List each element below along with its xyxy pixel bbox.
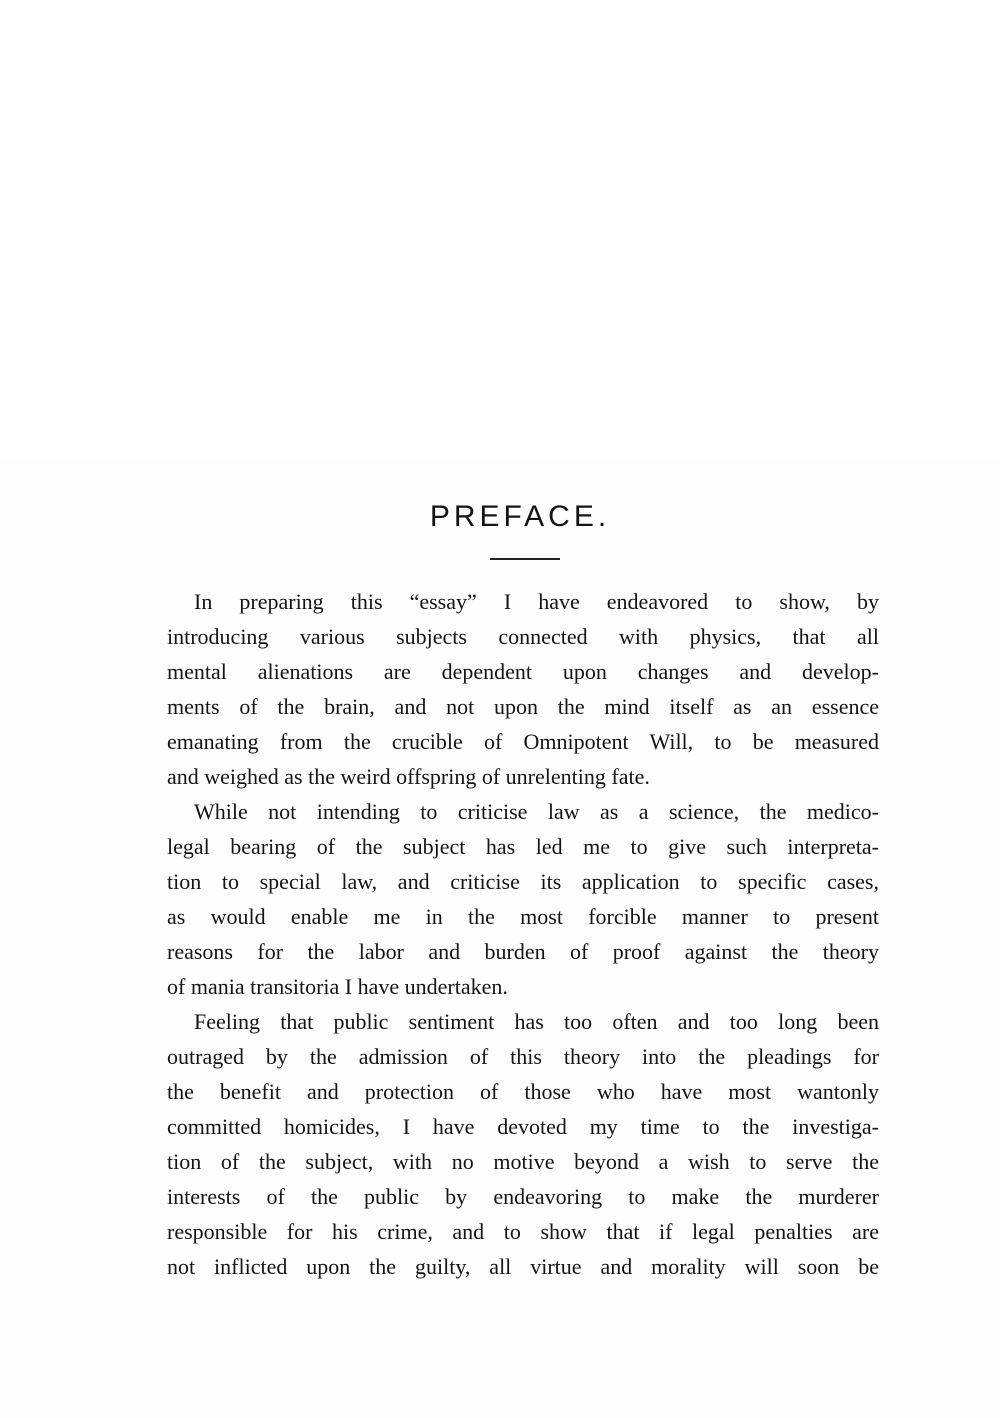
text-line: mental alienations are dependent upon changes and develop-: [167, 659, 879, 684]
paragraph: [167, 794, 879, 1004]
text-line: emanating from the crucible of Omnipotent Will, to be measured: [167, 729, 879, 754]
text-line: not inflicted upon the guilty, all virtue and morality will soon be: [167, 1254, 879, 1279]
title-rule: [490, 558, 560, 560]
text-line: committed homicides, I have devoted my time to the investiga-: [167, 1114, 879, 1139]
preface-body: [167, 584, 879, 1284]
page-title: PREFACE.: [429, 500, 611, 533]
text-line: tion to special law, and criticise its application to specific cases,: [167, 869, 879, 894]
text-line: as would enable me in the most forcible manner to present: [167, 904, 879, 929]
text-line: interests of the public by endeavoring to make the murderer: [167, 1184, 879, 1209]
text-line: tion of the subject, with no motive beyond a wish to serve the: [167, 1149, 879, 1174]
text-line: the benefit and protection of those who have most wantonly: [167, 1079, 879, 1104]
text-line: of mania transitoria I have undertaken.: [167, 974, 508, 999]
text-line: responsible for his crime, and to show that if legal penalties are: [167, 1219, 879, 1244]
paragraph: [167, 584, 879, 794]
text-line: In preparing this “essay” I have endeavored to show, by: [194, 589, 879, 614]
text-line: legal bearing of the subject has led me to give such interpreta-: [167, 834, 879, 859]
text-line: While not intending to criticise law as a science, the medico-: [194, 799, 879, 824]
text-line: outraged by the admission of this theory into the pleadings for: [167, 1044, 879, 1069]
text-line: and weighed as the weird offspring of unrelenting fate.: [167, 764, 650, 789]
text-line: ments of the brain, and not upon the mind itself as an essence: [167, 694, 879, 719]
text-line: reasons for the labor and burden of proof against the theory: [167, 939, 879, 964]
paragraph: [167, 1004, 879, 1284]
text-line: introducing various subjects connected with physics, that all: [167, 624, 879, 649]
text-line: Feeling that public sentiment has too often and too long been: [194, 1009, 879, 1034]
